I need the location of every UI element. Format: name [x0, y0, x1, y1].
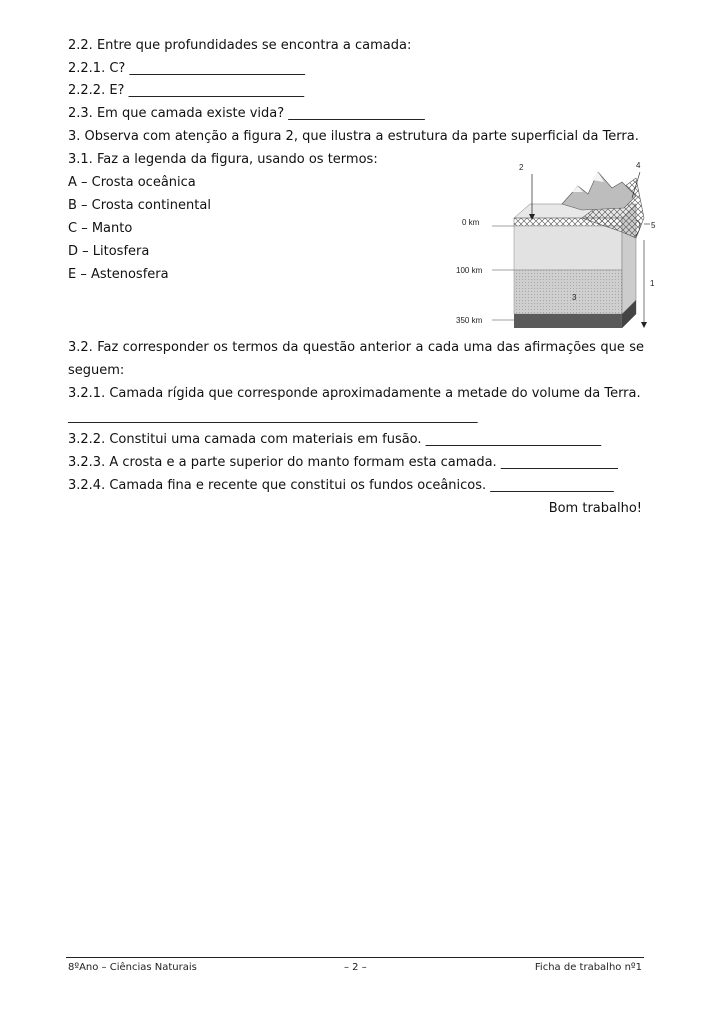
- term-e: E – Astenosfera: [68, 267, 169, 282]
- term-b: B – Crosta continental: [68, 198, 211, 213]
- question-3-2-3: 3.2.3. A crosta e a parte superior do manto formam esta camada. __________________: [68, 455, 618, 470]
- depth-0-label: 0 km: [462, 218, 480, 227]
- answer-blank-3-2-1: _______________________________________________________________: [68, 409, 478, 424]
- question-3-2-line-1: 3.2. Faz corresponder os termos da questão anterior a cada uma das afirmações que se: [68, 340, 644, 355]
- question-3-2-4: 3.2.4. Camada fina e recente que constitui os fundos oceânicos. ___________________: [68, 478, 614, 493]
- footer-worksheet-title: Ficha de trabalho nº1: [534, 962, 642, 973]
- question-3-2-1: 3.2.1. Camada rígida que corresponde aproximadamente a metade do volume da Terra.: [68, 386, 641, 401]
- term-d: D – Litosfera: [68, 244, 150, 259]
- footer-course: 8ºAno – Ciências Naturais: [68, 962, 197, 973]
- figure-label-1: 1: [650, 279, 655, 288]
- question-3-2-2: 3.2.2. Constitui uma camada com materiais em fusão. ___________________________: [68, 432, 602, 447]
- question-3-1: 3.1. Faz a legenda da figura, usando os termos:: [68, 152, 378, 167]
- term-c: C – Manto: [68, 221, 133, 236]
- footer-divider: [66, 957, 644, 958]
- figure-label-2: 2: [519, 163, 524, 172]
- question-2-3: 2.3. Em que camada existe vida? _____________________: [68, 106, 425, 121]
- question-3: 3. Observa com atenção a figura 2, que ilustra a estrutura da parte superficial da Terra.: [68, 129, 639, 144]
- figure-label-3: 3: [572, 293, 577, 302]
- figure-label-4: 4: [636, 161, 641, 170]
- closing-text: Bom trabalho!: [548, 501, 642, 516]
- figure-label-5: 5: [651, 221, 656, 230]
- question-3-2-line-2: seguem:: [68, 363, 125, 378]
- question-2-2: 2.2. Entre que profundidades se encontra a camada:: [68, 38, 412, 53]
- depth-100-label: 100 km: [456, 266, 483, 275]
- question-2-2-2: 2.2.2. E? ___________________________: [68, 83, 305, 98]
- depth-350-label: 350 km: [456, 316, 483, 325]
- footer-page-number: – 2 –: [344, 962, 367, 973]
- earth-structure-figure: [452, 158, 664, 338]
- term-a: A – Crosta oceânica: [68, 175, 196, 190]
- question-2-2-1: 2.2.1. C? ___________________________: [68, 61, 305, 76]
